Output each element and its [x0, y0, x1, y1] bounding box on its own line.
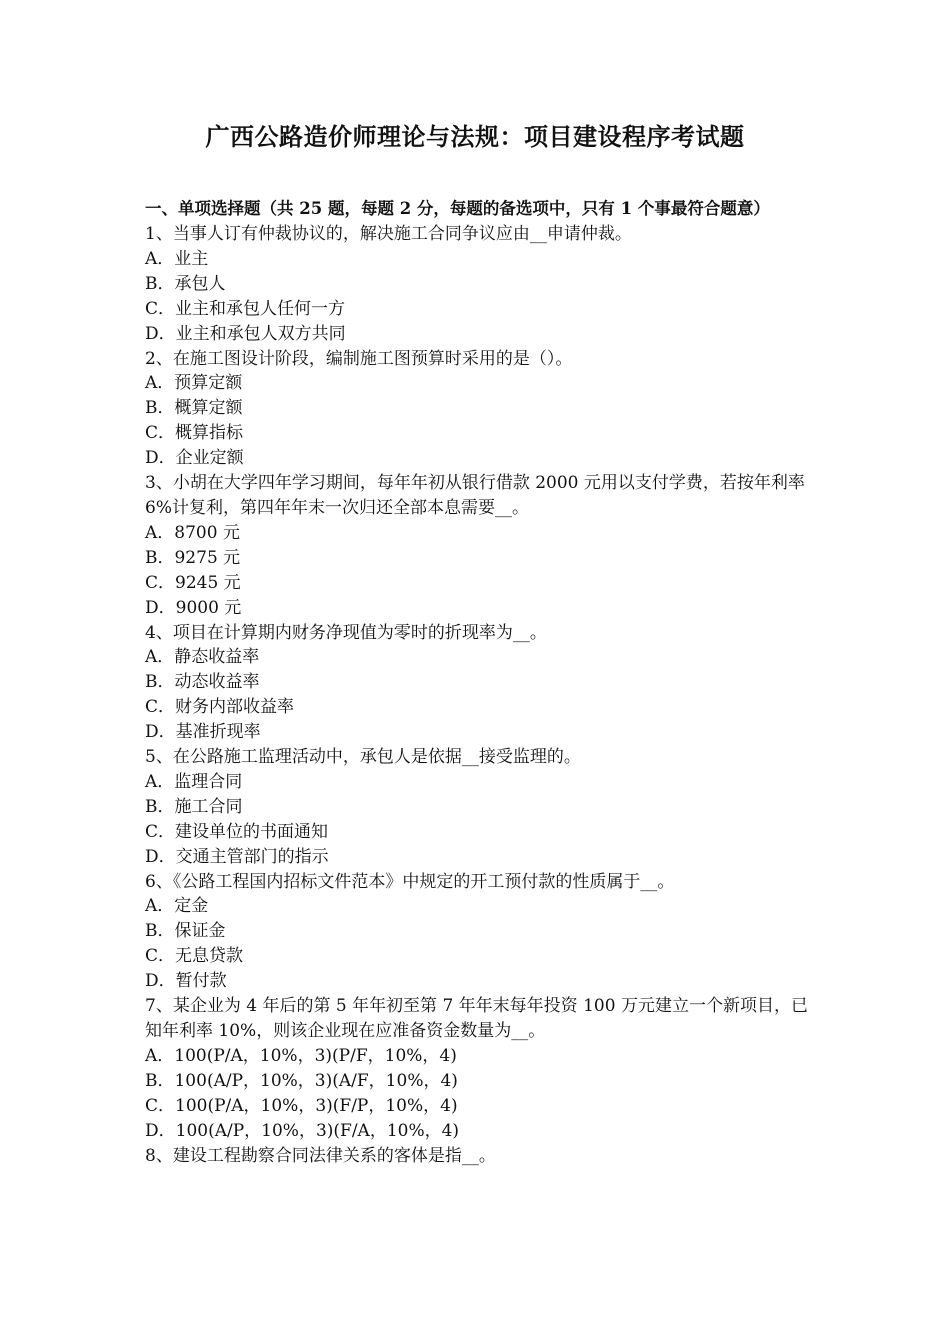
option-c: C．无息贷款	[145, 946, 244, 967]
option-a: A．定金	[145, 896, 209, 917]
question-text: 8、建设工程勘察合同法律关系的客体是指__。	[145, 1145, 496, 1166]
question-6	[145, 870, 810, 995]
option-b: B．保证金	[145, 921, 226, 942]
option-c: C．概算指标	[145, 423, 244, 444]
question-1	[145, 222, 810, 347]
document-body	[145, 198, 810, 1168]
question-3	[145, 471, 810, 620]
option-b: B．概算定额	[145, 398, 243, 419]
option-b: B．施工合同	[145, 796, 243, 817]
option-c: C．建设单位的书面通知	[145, 821, 329, 842]
question-5	[145, 745, 810, 870]
option-a: A．预算定额	[145, 373, 243, 394]
question-text: 5、在公路施工监理活动中，承包人是依据__接受监理的。	[145, 747, 581, 768]
question-8	[145, 1144, 810, 1169]
option-a: A．静态收益率	[145, 647, 260, 668]
question-text: 4、项目在计算期内财务净现值为零时的折现率为__。	[145, 622, 547, 643]
option-d: D．基准折现率	[145, 722, 261, 743]
question-2	[145, 347, 810, 472]
option-d: D．100(A/P，10%，3)(F/A，10%，4)	[145, 1120, 460, 1141]
question-text: 1、当事人订有仲裁协议的，解决施工合同争议应由__申请仲裁。	[145, 224, 632, 244]
option-c: C．业主和承包人任何一方	[145, 298, 346, 319]
option-d: D．企业定额	[145, 448, 244, 469]
option-b: B．9275 元	[145, 547, 241, 568]
question-7	[145, 994, 810, 1143]
option-b: B．100(A/P，10%，3)(A/F，10%，4)	[145, 1070, 458, 1091]
option-d: D．9000 元	[145, 597, 242, 618]
question-text: 7、某企业为 4 年后的第 5 年年初至第 7 年年末每年投资 100 万元建立一个新项目，已知年利率 10%，则该企业现在应准备资金数量为__。	[145, 996, 808, 1041]
question-text: 3、小胡在大学四年学习期间，每年年初从银行借款 2000 元用以支付学费，若按年利率 6%计复利，第四年年末一次归还全部本息需要__。	[145, 473, 805, 518]
section-heading: 一、单项选择题（共 25 题，每题 2 分，每题的备选项中，只有 1 个事最符合题意）	[145, 199, 770, 218]
option-a: A．100(P/A，10%，3)(P/F，10%，4)	[145, 1045, 457, 1066]
question-4	[145, 621, 810, 746]
option-a: A．8700 元	[145, 522, 240, 543]
option-d: D．暂付款	[145, 971, 227, 992]
option-b: B．动态收益率	[145, 672, 260, 693]
option-b: B．承包人	[145, 273, 226, 294]
page-title: 广西公路造价师理论与法规：项目建设程序考试题	[205, 122, 745, 151]
option-d: D．交通主管部门的指示	[145, 846, 329, 867]
option-c: C．9245 元	[145, 572, 241, 593]
question-text: 6、《公路工程国内招标文件范本》中规定的开工预付款的性质属于__。	[145, 871, 675, 892]
option-a: A．业主	[145, 248, 209, 269]
option-c: C．财务内部收益率	[145, 697, 295, 718]
option-c: C．100(P/A，10%，3)(F/P，10%，4)	[145, 1095, 458, 1116]
question-text: 2、在施工图设计阶段，编制施工图预算时采用的是（）。	[145, 348, 573, 369]
option-d: D．业主和承包人双方共同	[145, 323, 346, 344]
option-a: A．监理合同	[145, 771, 243, 792]
